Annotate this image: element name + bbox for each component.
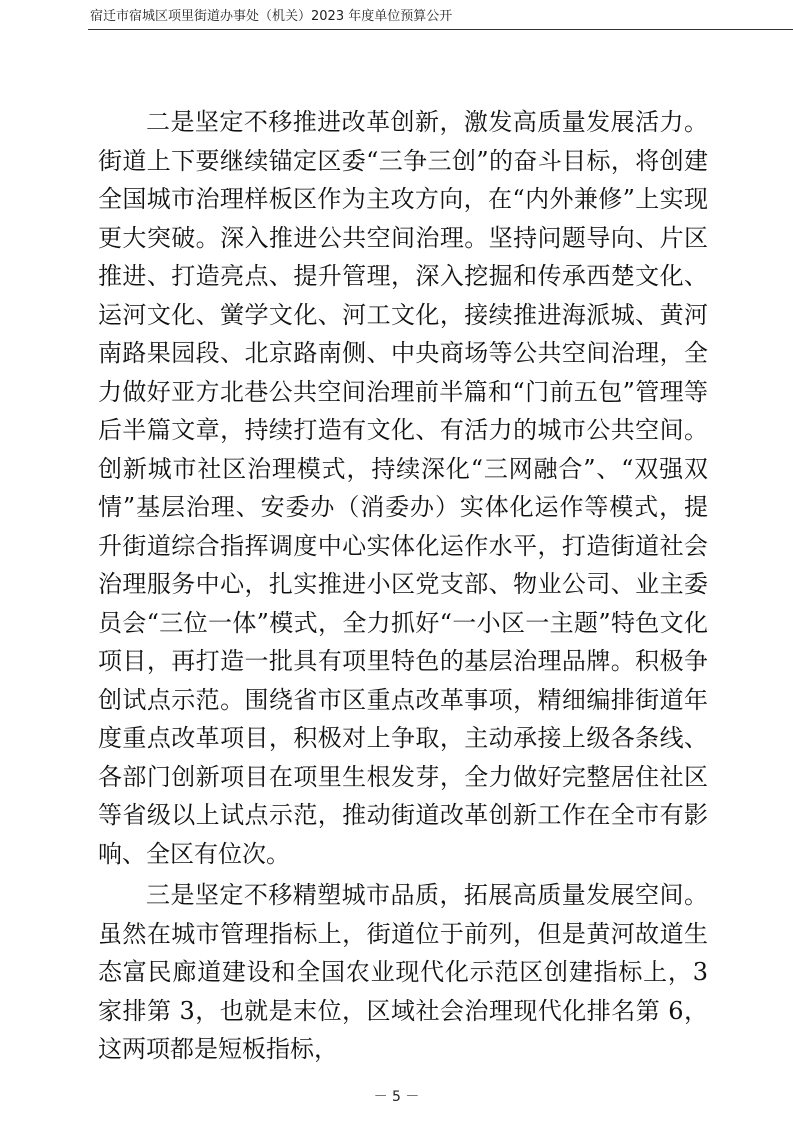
- document-header: 宿迁市宿城区项里街道办事处（机关）2023 年度单位预算公开: [90, 9, 453, 24]
- paragraph-city-quality: 三是坚定不移精塑城市品质，拓展高质量发展空间。虽然在城市管理指标上，街道位于前列，但是黄河故道生态富民廊道建设和全国农业现代化示范区创建指标上，3 家排第 3，也就是末位，区域社会治理现代化排名第 6，这两项都是短板指标，: [98, 881, 708, 1063]
- header-divider: [88, 29, 793, 30]
- document-body: [98, 103, 708, 1069]
- paragraph-reform-innovation: 二是坚定不移推进改革创新，激发高质量发展活力。街道上下要继续锚定区委“三争三创”的奋斗目标，将创建全国城市治理样板区作为主攻方向，在“内外兼修”上实现更大突破。深入推进公共空间治理。坚持问题导向、片区推进、打造亮点、提升管理，深入挖掘和传承西楚文化、运河文化、黉学文化、河工文化，接续推进海派城、黄河南路果园段、北京路南侧、中央商场等公共空间治理，全力做好亚方北巷公共空间治理前半篇和“门前五包”管理等后半篇文章，持续打造有文化、有活力的城市公共空间。创新城市社区治理模式，持续深化“三网融合”、“双强双情”基层治理、安委办（消委办）实体化运作等模式，提升街道综合指挥调度中心实体化运作水平，打造街道社会治理服务中心，扎实推进小区党支部、物业公司、业主委员会“三位一体”模式，全力抓好“一小区一主题”特色文化项目，再打造一批具有项里特色的基层治理品牌。积极争创试点示范。围绕省市区重点改革事项，精细编排街道年度重点改革项目，积极对上争取，主动承接上级各条线、各部门创新项目在项里生根发芽，全力做好完整居住社区等省级以上试点示范，推动街道改革创新工作在全市有影响、全区有位次。: [98, 108, 708, 868]
- page-number: － 5 －: [373, 1089, 420, 1105]
